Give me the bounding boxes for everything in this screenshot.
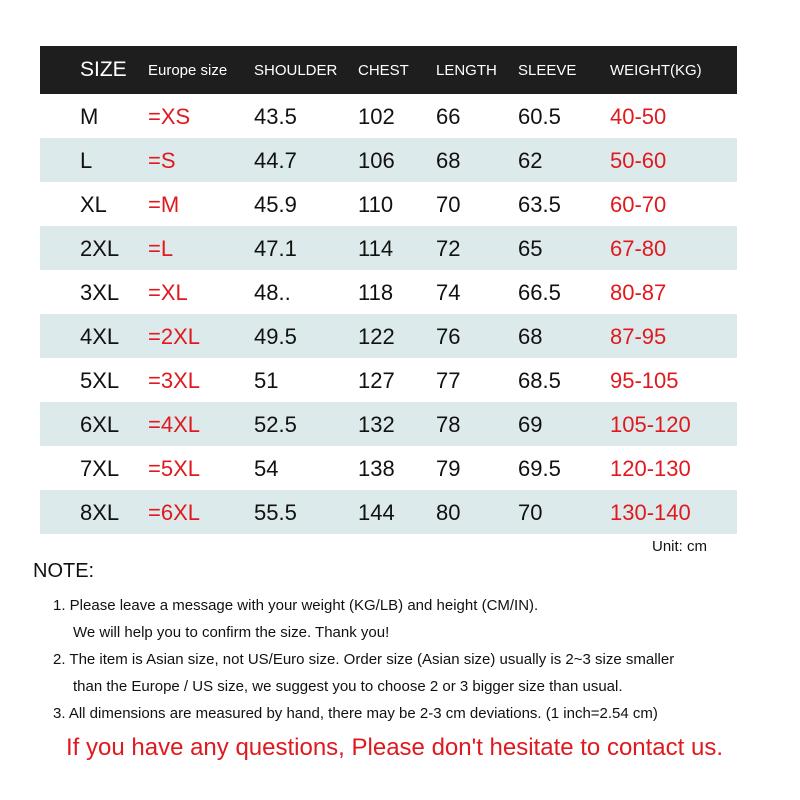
- cell-length: 76: [436, 324, 461, 349]
- cell-size: 6XL: [80, 412, 120, 437]
- cell-shoulder: 54: [254, 456, 279, 481]
- table-row: [40, 226, 737, 270]
- cell-shoulder: 55.5: [254, 500, 297, 525]
- cell-length: 66: [436, 104, 461, 129]
- cell-shoulder: 48..: [254, 280, 291, 305]
- cell-sleeve: 62: [518, 148, 543, 173]
- cell-shoulder: 52.5: [254, 412, 297, 437]
- cell-weight: 40-50: [610, 104, 667, 129]
- cell-chest: 122: [358, 324, 395, 349]
- cell-size: 2XL: [80, 236, 120, 261]
- cell-weight: 50-60: [610, 148, 667, 173]
- cell-chest: 110: [358, 192, 394, 217]
- cell-length: 70: [436, 192, 461, 217]
- note-line: We will help you to confirm the size. Thank you!: [73, 624, 390, 641]
- cell-europe-size: =M: [148, 192, 180, 217]
- cell-weight: 130-140: [610, 500, 691, 525]
- cell-europe-size: =S: [148, 148, 176, 173]
- cell-weight: 60-70: [610, 192, 667, 217]
- cell-sleeve: 69: [518, 412, 543, 437]
- cell-europe-size: =XL: [148, 280, 188, 305]
- cell-length: 77: [436, 368, 461, 393]
- cell-size: 7XL: [80, 456, 120, 481]
- table-row: [40, 94, 737, 138]
- note-line: 1. Please leave a message with your weight (KG/LB) and height (CM/IN).: [53, 597, 539, 614]
- cell-size: L: [80, 148, 93, 173]
- cell-weight: 87-95: [610, 324, 667, 349]
- cell-chest: 144: [358, 500, 395, 525]
- cell-size: 4XL: [80, 324, 120, 349]
- size-chart-table: [40, 46, 737, 534]
- cell-shoulder: 45.9: [254, 192, 297, 217]
- cell-chest: 138: [358, 456, 395, 481]
- header-chest: CHEST: [358, 62, 409, 79]
- notes-list: [53, 596, 773, 731]
- table-row: [40, 314, 737, 358]
- cell-chest: 106: [358, 148, 395, 173]
- contact-message: If you have any questions, Please don't hesitate to contact us.: [66, 734, 723, 761]
- note-line: than the Europe / US size, we suggest you to choose 2 or 3 bigger size than usual.: [73, 678, 623, 695]
- cell-europe-size: =3XL: [148, 368, 200, 393]
- cell-chest: 132: [358, 412, 395, 437]
- header-size: SIZE: [80, 58, 127, 81]
- header-europe-size: Europe size: [148, 62, 228, 79]
- cell-weight: 80-87: [610, 280, 667, 305]
- unit-label: Unit: cm: [652, 538, 708, 555]
- header-length: LENGTH: [436, 62, 497, 79]
- cell-shoulder: 44.7: [254, 148, 297, 173]
- cell-length: 72: [436, 236, 461, 261]
- cell-europe-size: =XS: [148, 104, 191, 129]
- header-sleeve: SLEEVE: [518, 62, 577, 79]
- cell-size: XL: [80, 192, 107, 217]
- cell-size: 5XL: [80, 368, 120, 393]
- table-header: [40, 46, 737, 94]
- cell-size: 3XL: [80, 280, 120, 305]
- cell-weight: 67-80: [610, 236, 667, 261]
- cell-shoulder: 43.5: [254, 104, 297, 129]
- table-row: [40, 138, 737, 182]
- table-row: [40, 446, 737, 490]
- cell-weight: 95-105: [610, 368, 679, 393]
- cell-sleeve: 63.5: [518, 192, 561, 217]
- header-weight: WEIGHT(KG): [610, 62, 702, 79]
- cell-sleeve: 69.5: [518, 456, 561, 481]
- table-row: [40, 358, 737, 402]
- cell-shoulder: 49.5: [254, 324, 297, 349]
- table-row: [40, 490, 737, 534]
- table-row: [40, 402, 737, 446]
- cell-size: 8XL: [80, 500, 120, 525]
- cell-length: 78: [436, 412, 461, 437]
- cell-chest: 127: [358, 368, 395, 393]
- cell-weight: 105-120: [610, 412, 691, 437]
- note-line: 2. The item is Asian size, not US/Euro size. Order size (Asian size) usually is 2~3 size smaller: [53, 651, 675, 668]
- cell-europe-size: =5XL: [148, 456, 200, 481]
- cell-sleeve: 70: [518, 500, 543, 525]
- cell-length: 68: [436, 148, 461, 173]
- cell-sleeve: 68.5: [518, 368, 561, 393]
- table-row: [40, 182, 737, 226]
- header-shoulder: SHOULDER: [254, 62, 338, 79]
- cell-length: 80: [436, 500, 461, 525]
- cell-shoulder: 47.1: [254, 236, 297, 261]
- cell-length: 74: [436, 280, 461, 305]
- cell-size: M: [80, 104, 99, 129]
- cell-length: 79: [436, 456, 461, 481]
- cell-europe-size: =4XL: [148, 412, 200, 437]
- cell-shoulder: 51: [254, 368, 279, 393]
- cell-chest: 114: [358, 236, 394, 261]
- note-title: NOTE:: [33, 560, 95, 582]
- cell-sleeve: 60.5: [518, 104, 561, 129]
- cell-europe-size: =2XL: [148, 324, 200, 349]
- cell-europe-size: =6XL: [148, 500, 200, 525]
- cell-weight: 120-130: [610, 456, 691, 481]
- cell-sleeve: 68: [518, 324, 543, 349]
- cell-sleeve: 66.5: [518, 280, 561, 305]
- cell-sleeve: 65: [518, 236, 543, 261]
- table-row: [40, 270, 737, 314]
- note-line: 3. All dimensions are measured by hand, there may be 2-3 cm deviations. (1 inch=2.54 cm): [53, 705, 658, 722]
- cell-chest: 102: [358, 104, 395, 129]
- cell-chest: 118: [358, 280, 394, 305]
- cell-europe-size: =L: [148, 236, 174, 261]
